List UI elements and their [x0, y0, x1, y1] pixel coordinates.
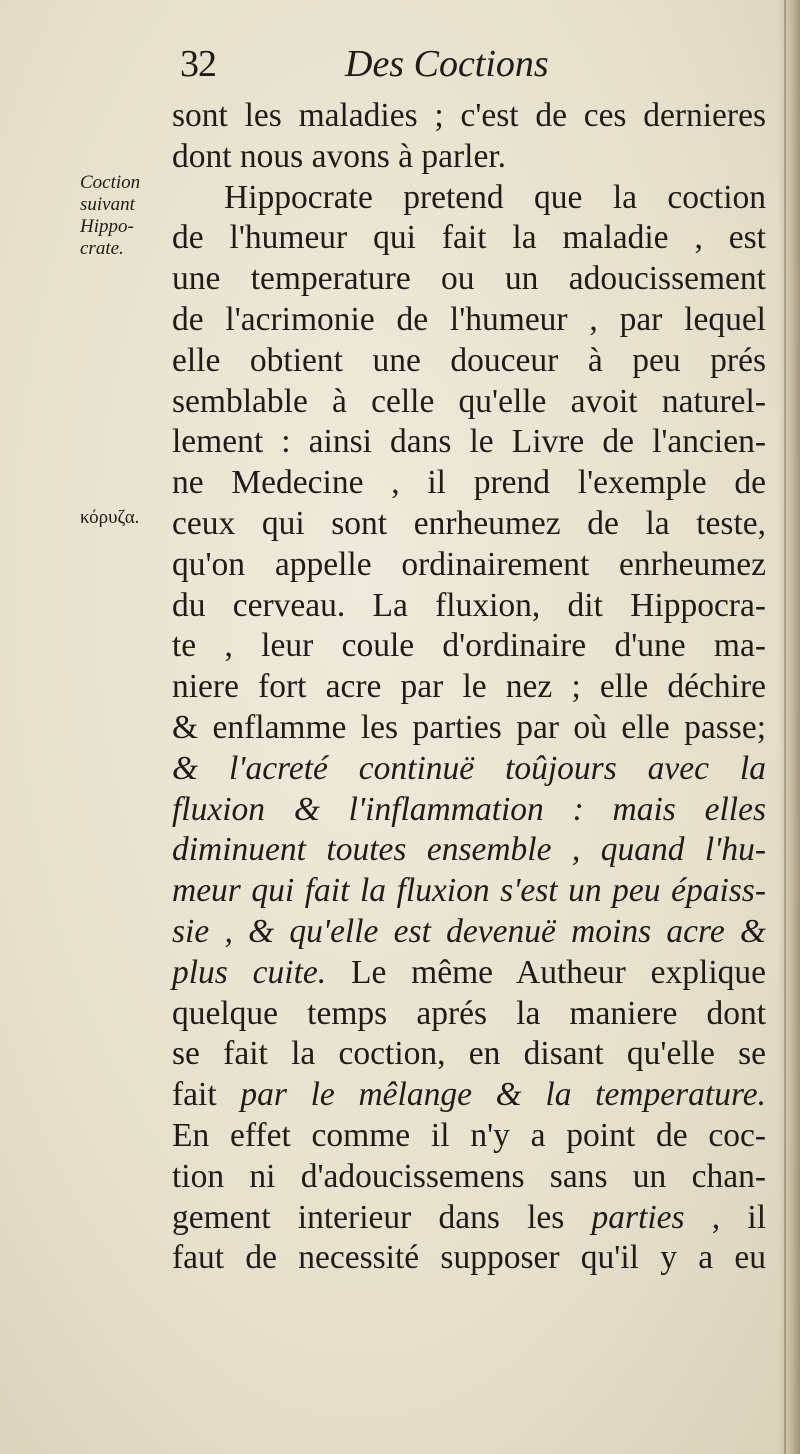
text-line: du cerveau. La fluxion, dit Hippocra- — [172, 586, 766, 624]
text-line: de l'humeur qui fait la maladie , est — [172, 219, 766, 257]
text-line: tion ni d'adoucissemens sans un chan- — [172, 1157, 766, 1195]
page-edge-shadow — [778, 0, 800, 1454]
text-line: semblable à celle qu'elle avoit naturel- — [172, 382, 766, 420]
text-line: de l'acrimonie de l'humeur , par lequel — [172, 300, 766, 338]
margin-note-line: crate. — [80, 238, 124, 259]
text-line-italic: & l'acreté continuë toûjours avec la — [172, 749, 766, 787]
text-span: fait — [172, 1076, 241, 1114]
margin-note-line: suivant — [80, 194, 135, 215]
text-italic-span: par le mêlange & la temperature. — [240, 1076, 767, 1114]
text-line: te , leur coule d'ordinaire d'une ma- — [172, 627, 766, 665]
body-text — [172, 96, 766, 1279]
running-head: Des Coctions — [345, 43, 549, 85]
text-line: dont nous avons à parler. — [172, 137, 507, 175]
text-line: se fait la coction, en disant qu'elle se — [172, 1035, 766, 1073]
text-line: faut de necessité supposer qu'il y a eu — [172, 1239, 766, 1277]
text-line-italic: fluxion & l'inflammation : mais elles — [172, 790, 766, 828]
text-span: gement interieur dans les — [172, 1198, 592, 1236]
margin-note-coction — [80, 172, 180, 260]
text-line: une temperature ou un adoucissement — [172, 260, 766, 298]
text-line — [172, 1198, 766, 1239]
margin-note-line: Coction — [80, 172, 141, 193]
text-line-italic: sie , & qu'elle est devenuë moins acre & — [172, 912, 766, 950]
page-number: 32 — [180, 43, 216, 85]
page-header — [180, 42, 770, 98]
text-span: , il — [684, 1198, 766, 1236]
text-line: niere fort acre par le nez ; elle déchire — [172, 668, 766, 706]
text-line: & enflamme les parties par où elle passe; — [172, 708, 766, 746]
page-edge-line — [784, 0, 786, 1454]
text-line: quelque temps aprés la maniere dont — [172, 994, 766, 1032]
text-line — [172, 953, 766, 994]
text-line-italic: diminuent toutes ensemble , quand l'hu- — [172, 831, 766, 869]
margin-note-line: Hippo- — [80, 216, 134, 237]
text-line: qu'on appelle ordinairement enrheumez — [172, 545, 766, 583]
text-italic-span: plus cuite. — [172, 953, 327, 991]
text-span: Le même Autheur explique — [326, 953, 766, 991]
text-line: elle obtient une douceur à peu prés — [172, 341, 766, 379]
text-line: ceux qui sont enrheumez de la teste, — [172, 504, 766, 542]
margin-note-greek: κόρυζα. — [80, 507, 140, 528]
text-line: ne Medecine , il prend l'exemple de — [172, 464, 766, 502]
text-line: Hippocrate pretend que la coction — [224, 178, 766, 216]
text-line: En effet comme il n'y a point de coc- — [172, 1116, 766, 1154]
text-line-italic: meur qui fait la fluxion s'est un peu épaiss- — [172, 872, 766, 910]
text-italic-span: parties — [591, 1198, 685, 1236]
text-line — [172, 1075, 766, 1116]
text-line: lement : ainsi dans le Livre de l'ancien- — [172, 423, 766, 461]
text-line: sont les maladies ; c'est de ces dernieres — [172, 97, 766, 134]
